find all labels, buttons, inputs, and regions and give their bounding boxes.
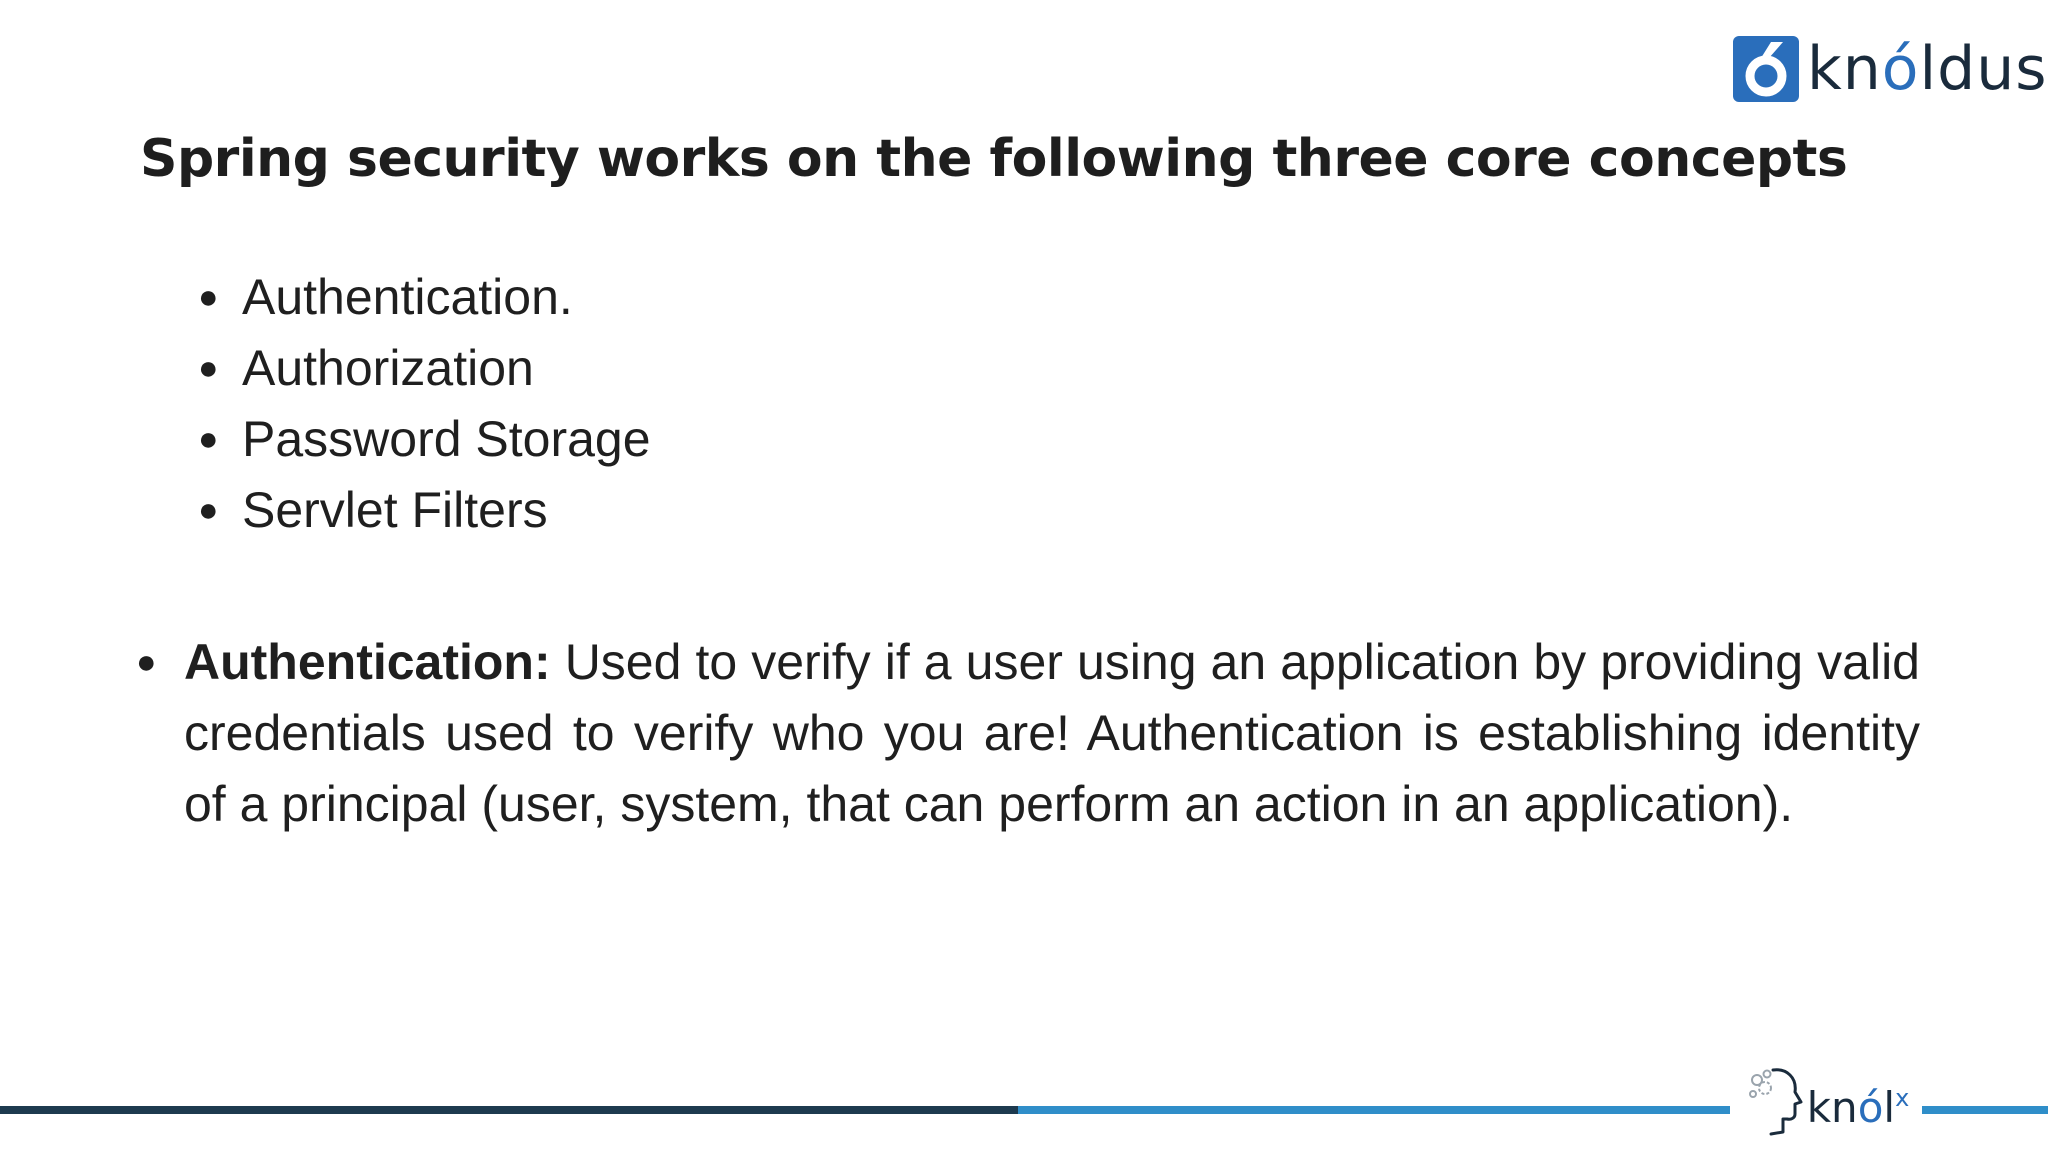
definition-paragraph xyxy=(184,627,1920,840)
bullet-icon: ● xyxy=(198,420,219,458)
list-item-label: Authentication. xyxy=(242,269,573,325)
definition-text: Used to verify if a user using an application by providing valid credentials used to verify who you are! Authentication is establishing identity of a principal (user, system, that can perform an action in an application). xyxy=(184,634,1920,832)
knoldus-logo-mark-icon xyxy=(1733,36,1799,102)
bullet-icon: ● xyxy=(136,643,157,681)
bullet-icon: ● xyxy=(198,349,219,387)
definition-term: Authentication: xyxy=(184,634,551,690)
footer-bar-dark xyxy=(0,1106,1018,1114)
list-item-label: Servlet Filters xyxy=(242,482,548,538)
list-item-label: Password Storage xyxy=(242,411,651,467)
slide-title: Spring security works on the following three core concepts xyxy=(140,129,1848,189)
knolx-logo xyxy=(1730,1050,1922,1152)
authentication-definition xyxy=(136,627,1920,840)
knoldus-logo-text: knóldus xyxy=(1807,34,2048,104)
list-item xyxy=(194,404,651,475)
knolx-head-icon xyxy=(1743,1062,1807,1140)
list-item xyxy=(194,333,651,404)
list-item xyxy=(194,262,651,333)
bullet-icon: ● xyxy=(198,278,219,316)
knolx-logo-text: knól$^x$ xyxy=(1806,1083,1910,1132)
concepts-list xyxy=(194,262,651,546)
bullet-icon: ● xyxy=(198,491,219,529)
knoldus-logo xyxy=(1733,34,2048,104)
list-item xyxy=(194,475,651,546)
list-item-label: Authorization xyxy=(242,340,534,396)
